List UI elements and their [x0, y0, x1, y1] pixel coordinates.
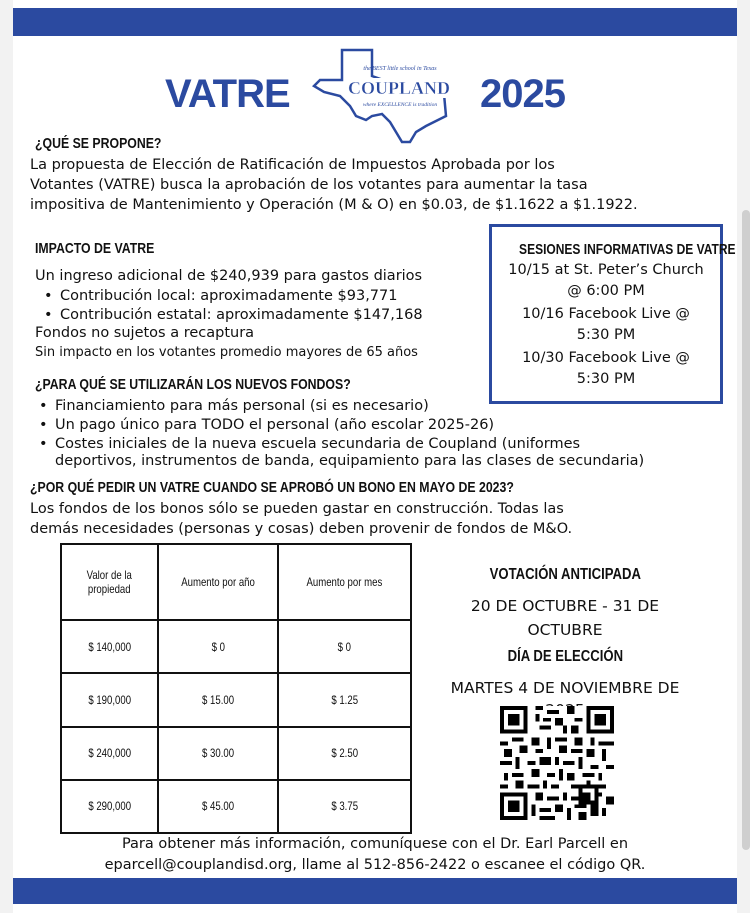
bottom-banner-bar	[13, 878, 737, 904]
early-voting-dates-2: OCTUBRE	[527, 621, 603, 639]
session-line: 10/30 Facebook Live @	[522, 350, 690, 366]
sessions-heading: SESIONES INFORMATIVAS DE VATRE	[519, 241, 736, 258]
cell-year: $ 15.00	[158, 673, 278, 726]
logo-name: COUPLAND	[348, 78, 450, 98]
bond-line-1: Los fondos de los bonos sólo se pueden gastar en construcción. Todas las	[30, 501, 564, 517]
impact-senior-note: Sin impacto en los votantes promedio mayores de 65 años	[35, 345, 418, 360]
proposal-line-2: Votantes (VATRE) busca la aprobación de los votantes para aumentar la tasa	[30, 177, 588, 193]
funds-use-continuation: deportivos, instrumentos de banda, equipamiento para las clases de secundaria)	[55, 453, 645, 469]
session-item	[492, 348, 720, 390]
table-row	[61, 727, 411, 780]
list-item: • Un pago único para TODO el personal (año escolar 2025-26)	[35, 416, 580, 435]
section-heading-funds-use: ¿PARA QUÉ SE UTILIZARÁN LOS NUEVOS FONDOS?	[35, 376, 351, 393]
list-item: • Contribución local: aproximadamente $93,771	[40, 287, 423, 306]
info-sessions-box	[489, 224, 736, 404]
vatre-title: VATRE	[165, 72, 290, 116]
table-row	[61, 620, 411, 673]
election-day-date-1: MARTES 4 DE NOVIEMBRE DE	[450, 679, 680, 697]
session-item	[492, 260, 720, 302]
cell-month: $ 3.75	[278, 780, 411, 833]
footer-line-1: Para obtener más información, comuníquese con el Dr. Earl Parcell en	[121, 836, 629, 852]
table-header-row	[61, 544, 411, 620]
funds-use-list	[35, 397, 580, 454]
cell-month: $ 1.25	[278, 673, 411, 726]
list-item: • Costes iniciales de la nueva escuela secundaria de Coupland (uniformes	[35, 435, 580, 454]
year-title: 2025	[480, 72, 565, 116]
cell-property: $ 290,000	[61, 780, 158, 833]
section-heading-proposal: ¿QUÉ SE PROPONE?	[35, 135, 162, 152]
cell-month: $ 2.50	[278, 727, 411, 780]
coupland-texas-logo	[310, 46, 460, 144]
top-banner-bar	[13, 8, 737, 36]
session-item	[492, 304, 720, 346]
header-property-value	[61, 544, 158, 620]
session-line: 5:30 PM	[576, 327, 636, 343]
header-monthly-increase: Aumento por mes	[278, 544, 411, 620]
cell-year: $ 0	[158, 620, 278, 673]
scrollbar[interactable]	[742, 210, 750, 850]
logo-tagline-bottom: where EXCELLENCE is tradition	[362, 102, 438, 108]
section-heading-impact: IMPACTO DE VATRE	[35, 240, 155, 257]
logo-tagline-top: the BEST little school in Texas	[363, 66, 437, 72]
impact-intro: Un ingreso adicional de $240,939 para gastos diarios	[35, 268, 423, 284]
tax-impact-table	[60, 543, 412, 834]
session-line: 10/15 at St. Peter’s Church	[508, 262, 704, 278]
header-yearly-increase: Aumento por año	[158, 544, 278, 620]
table-row	[61, 780, 411, 833]
section-heading-bond-question: ¿POR QUÉ PEDIR UN VATRE CUANDO SE APROBÓ UN BONO EN MAYO DE 2023?	[30, 479, 514, 496]
table-row	[61, 673, 411, 726]
impact-bullet-list	[40, 287, 423, 325]
cell-year: $ 45.00	[158, 780, 278, 833]
session-line: 10/16 Facebook Live @	[522, 306, 690, 322]
early-voting-heading: VOTACIÓN ANTICIPADA	[489, 566, 641, 583]
session-line: @ 6:00 PM	[567, 283, 645, 299]
qr-code[interactable]	[500, 706, 614, 820]
election-day-heading: DÍA DE ELECCIÓN	[507, 648, 623, 665]
proposal-line-3: impositiva de Mantenimiento y Operación (M & O) en $0.03, de $1.1622 a $1.1922.	[30, 197, 638, 213]
cell-property: $ 240,000	[61, 727, 158, 780]
header-text: Valor de la	[86, 568, 133, 582]
list-item: • Contribución estatal: aproximadamente $147,168	[40, 306, 423, 325]
session-line: 5:30 PM	[576, 371, 636, 387]
cell-year: $ 30.00	[158, 727, 278, 780]
cell-property: $ 190,000	[61, 673, 158, 726]
proposal-line-1: La propuesta de Elección de Ratificación de Impuestos Aprobada por los	[30, 157, 555, 173]
header-text: propiedad	[88, 582, 131, 596]
early-voting-dates-1: 20 DE OCTUBRE - 31 DE	[470, 597, 660, 615]
contact-footer	[13, 834, 737, 876]
cell-month: $ 0	[278, 620, 411, 673]
footer-line-2: eparcell@couplandisd.org, llame al 512-856-2422 o escanee el código QR.	[104, 857, 646, 873]
cell-property: $ 140,000	[61, 620, 158, 673]
impact-recapture-note: Fondos no sujetos a recaptura	[35, 325, 255, 341]
list-item: • Financiamiento para más personal (si es necesario)	[35, 397, 580, 416]
bond-line-2: demás necesidades (personas y cosas) deben provenir de fondos de M&O.	[30, 521, 573, 537]
